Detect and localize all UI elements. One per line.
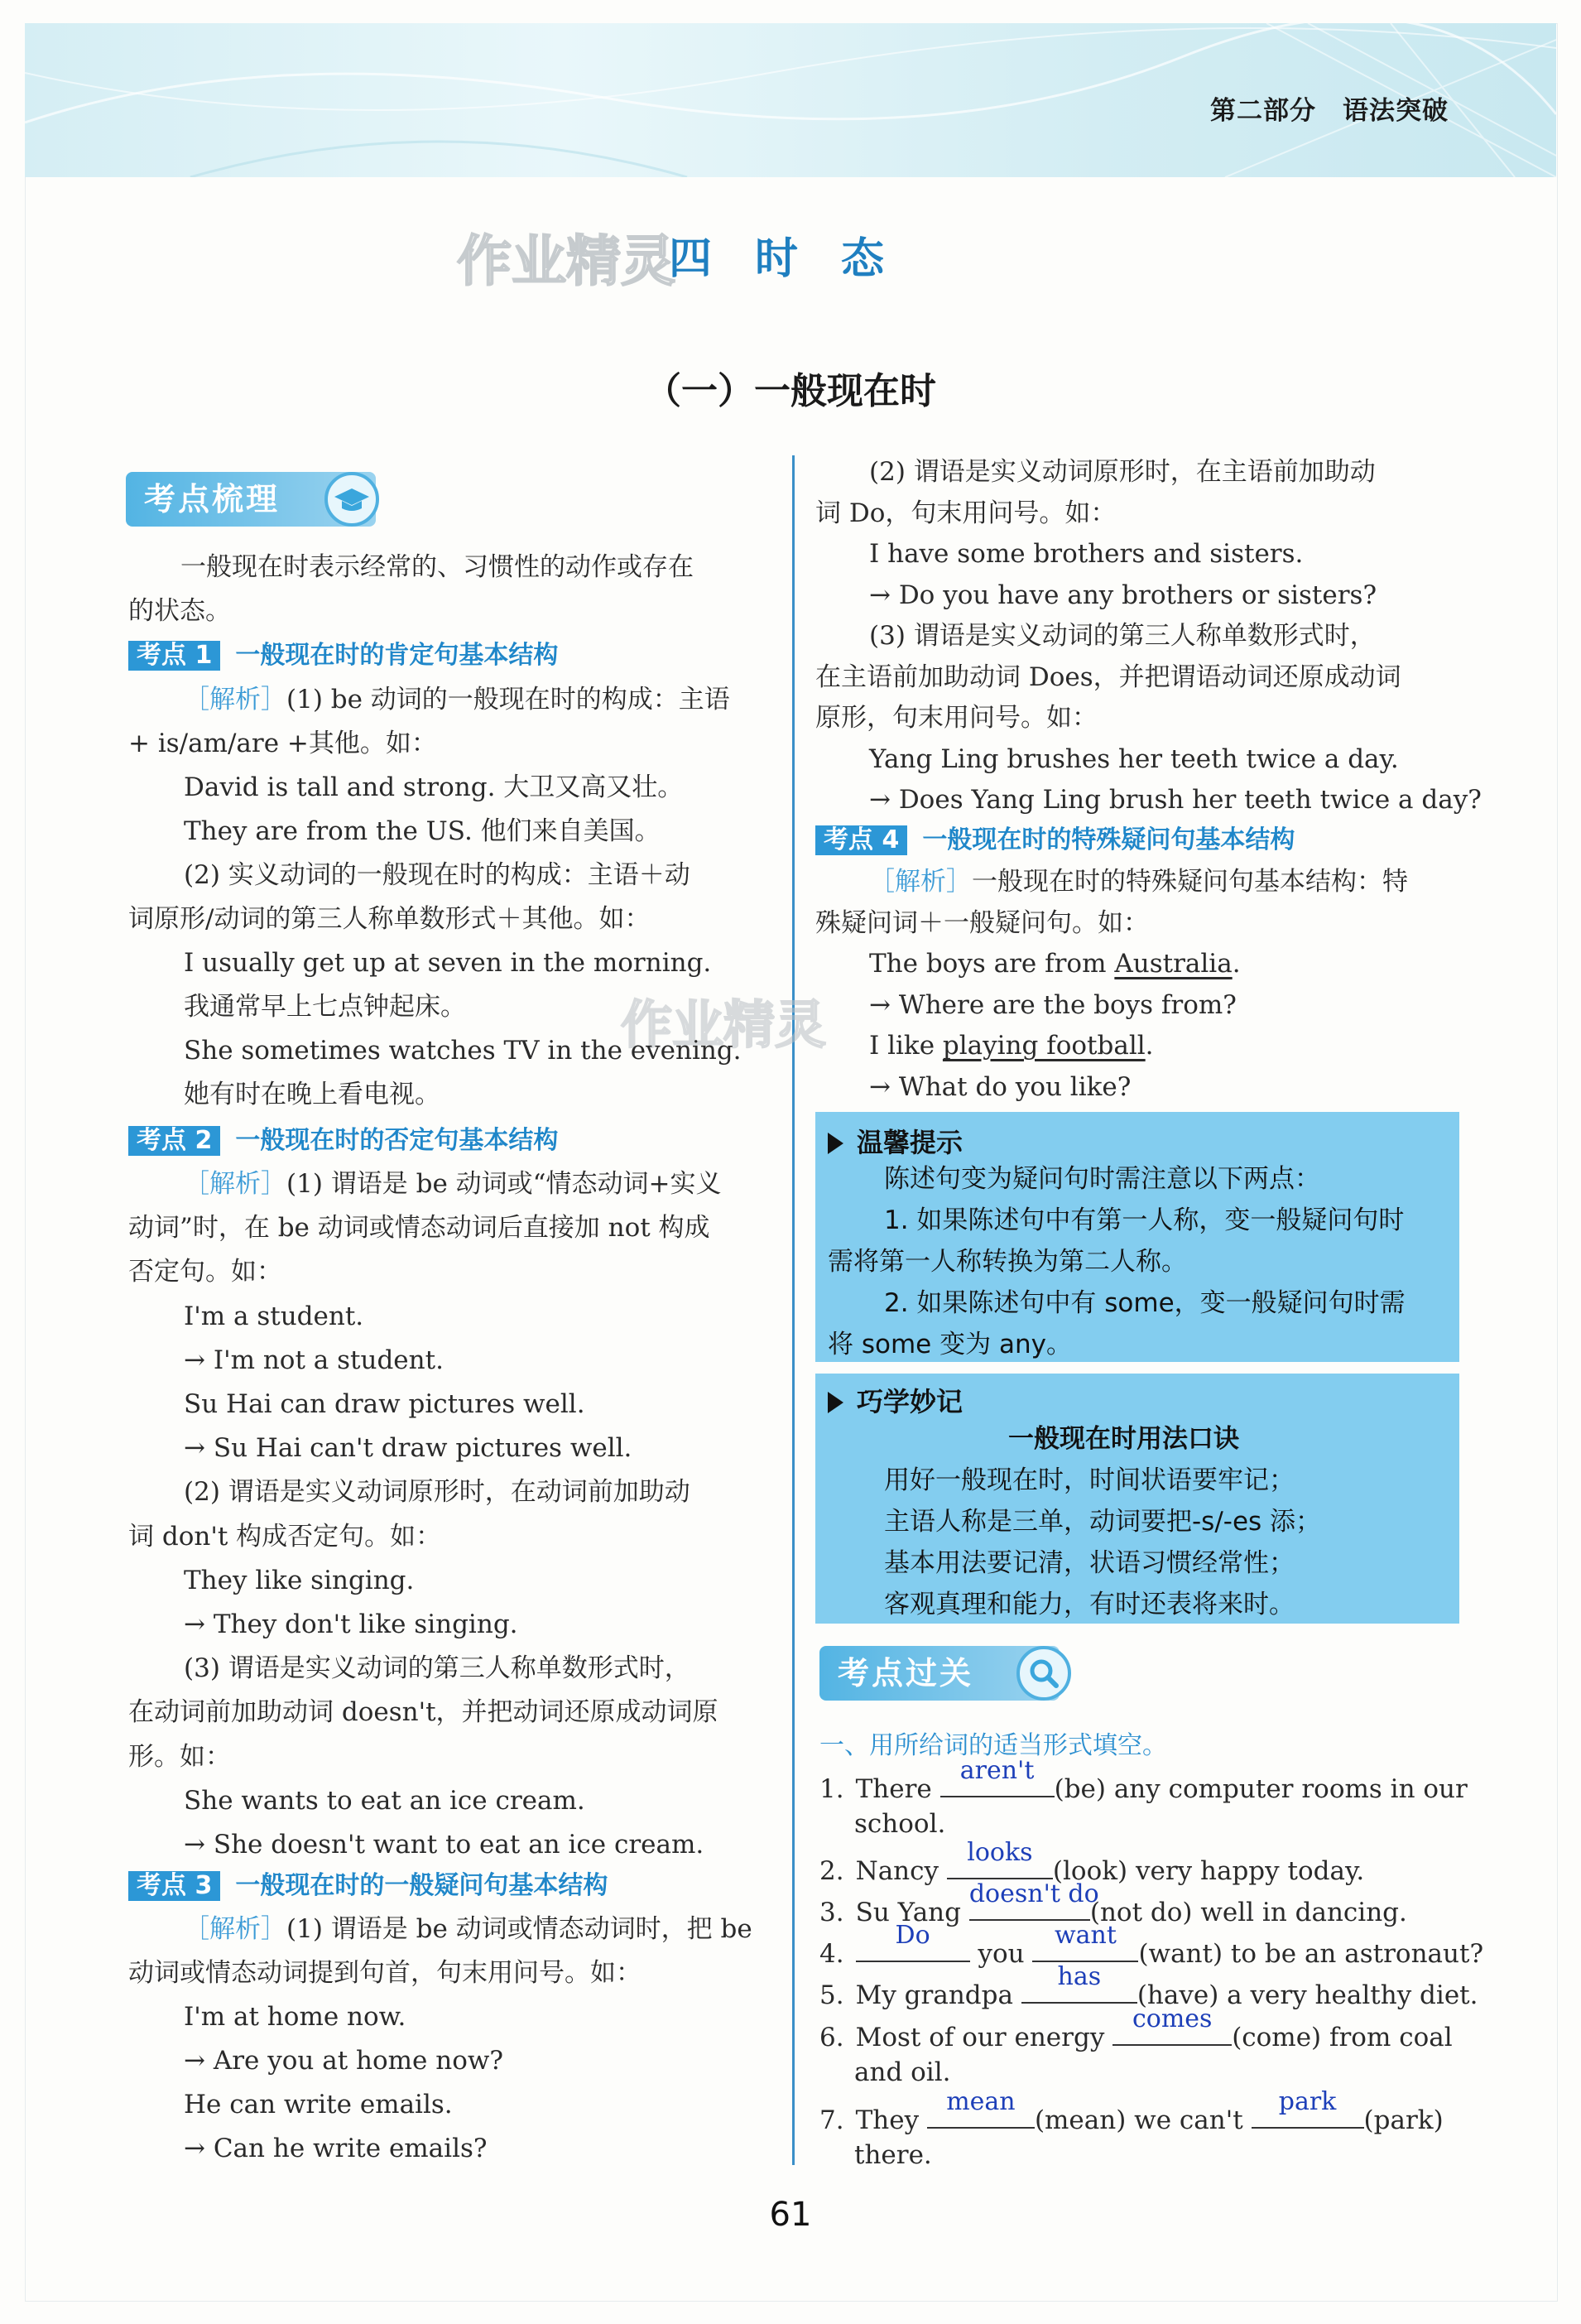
- memory-line: 客观真理和能力，有时还表将来时。: [884, 1590, 1295, 1619]
- tips-line: 陈述句变为疑问句时需注意以下两点：: [884, 1164, 1320, 1194]
- text-line: [184, 2088, 453, 2121]
- line-text: → Are you at home now?: [184, 2046, 504, 2076]
- text-line: [184, 1608, 518, 1641]
- handwritten-answer: Do: [895, 1921, 930, 1950]
- exercise-text: you: [969, 1939, 1033, 1969]
- text-line: [184, 1167, 722, 1200]
- exercise-text: (not do) well in dancing.: [1089, 1898, 1407, 1927]
- text-line: [128, 902, 650, 936]
- text-line: [869, 865, 1408, 898]
- line-text: He can write emails.: [184, 2090, 453, 2120]
- line-text: Su Hai can draw pictures well.: [184, 1389, 585, 1419]
- text-line: [184, 1652, 690, 1685]
- graduation-cap-icon: [324, 472, 379, 527]
- line-text: → Do you have any brothers or sisters?: [869, 580, 1377, 610]
- exercise-text: Most of our energy: [855, 2023, 1113, 2052]
- answer-blank[interactable]: [1032, 1921, 1138, 1962]
- kaodian-1-heading: [128, 639, 558, 672]
- line-text: (2) 实义动词的一般现在时的构成：主语＋动: [184, 860, 690, 890]
- handwritten-answer: comes: [1132, 2004, 1213, 2033]
- exercise-text: (park): [1363, 2105, 1444, 2135]
- text-line: [128, 1211, 710, 1244]
- watermark: 作业精灵: [457, 229, 675, 293]
- handwritten-answer: looks: [967, 1838, 1033, 1867]
- text-line: [869, 947, 1241, 980]
- line-text: 原形，句末用问号。如：: [815, 703, 1098, 733]
- line-text: → Where are the boys from?: [869, 989, 1237, 1020]
- exercise-number: 6.: [819, 2023, 844, 2052]
- page-header: [25, 23, 1556, 177]
- memory-title: [828, 1381, 963, 1419]
- text-line: [869, 743, 1399, 776]
- example-text: The boys are from: [869, 949, 1115, 979]
- section-tag: 第二部分 语法突破: [1210, 96, 1449, 126]
- section-badge-guoguan: 考点过关: [819, 1646, 1060, 1701]
- line-text: 在动词前加助动词 doesn't，并把动词还原成动词原: [128, 1697, 718, 1728]
- line-text: (1) be 动词的一般现在时的构成：主语: [286, 685, 730, 715]
- text-line: [184, 1344, 444, 1377]
- tips-line: 2. 如果陈述句中有 some，变一般疑问句时需: [884, 1288, 1406, 1318]
- text-line: [869, 579, 1377, 612]
- text-line: [128, 1696, 718, 1729]
- exercise-number: 5.: [819, 1980, 844, 2010]
- magnifier-icon: [1016, 1646, 1071, 1701]
- text-line: [184, 2132, 488, 2165]
- exercise-number: 1.: [819, 1774, 844, 1804]
- text-line: [184, 1034, 742, 1067]
- tips-line: 将 some 变为 any。: [828, 1330, 1072, 1359]
- text-line: [869, 1029, 1154, 1062]
- triangle-icon: [828, 1133, 843, 1154]
- text-line: [184, 1475, 690, 1508]
- example-text: .: [1145, 1031, 1154, 1061]
- kaodian-title: 一般现在时的肯定句基本结构: [235, 641, 559, 670]
- text-line: [815, 907, 1149, 940]
- line-text: → Can he write emails?: [184, 2134, 488, 2163]
- line-text: 她有时在晚上看电视。: [184, 1080, 440, 1109]
- text-line: [184, 946, 711, 979]
- line-text: → What do you like?: [869, 1071, 1132, 1102]
- kaodian-title: 一般现在时的否定句基本结构: [235, 1126, 559, 1155]
- exercise-number: 3.: [819, 1898, 844, 1927]
- line-text: (3) 谓语是实义动词的第三人称单数形式时，: [184, 1653, 690, 1684]
- exercise-text: (be) any computer rooms in our: [1054, 1774, 1468, 1804]
- exercise-text: They: [855, 2105, 927, 2135]
- exercise-number: 4.: [819, 1939, 844, 1969]
- line-text: 词 Do，句末用问号。如：: [815, 498, 1117, 528]
- section-subtitle: （一）一般现在时: [645, 370, 936, 412]
- exercise-text: (have) a very healthy diet.: [1136, 1980, 1478, 2010]
- triangle-icon: [828, 1392, 843, 1413]
- exercise-text: My grandpa: [855, 1980, 1021, 2010]
- exercise-text: Nancy: [855, 1856, 947, 1886]
- handwritten-answer: has: [1057, 1962, 1102, 1991]
- text-line: [184, 859, 690, 892]
- chapter-title: 四 时 态: [669, 234, 885, 284]
- text-line: [815, 497, 1116, 530]
- text-line: [184, 683, 730, 716]
- exercise-item: [819, 1756, 1468, 1806]
- line-text: 动词”时，在 be 动词或情态动词后直接加 not 构成: [128, 1213, 710, 1244]
- text-line: [184, 2000, 406, 2033]
- exercise-text: (look) very happy today.: [1052, 1856, 1365, 1886]
- text-line: [184, 815, 661, 848]
- text-line: [869, 989, 1237, 1022]
- exercise-continuation: and oil.: [854, 2057, 951, 2087]
- answer-blank[interactable]: [1252, 2087, 1364, 2129]
- kaodian-4-heading: [815, 824, 1295, 857]
- exercise-number: 2.: [819, 1856, 844, 1886]
- exercise-number: 7.: [819, 2105, 844, 2135]
- memory-title-text: 巧学妙记: [857, 1386, 963, 1417]
- line-text: (3) 谓语是实义动词的第三人称单数形式时，: [869, 621, 1376, 651]
- text-line: [128, 1740, 231, 1773]
- line-text: → I'm not a student.: [184, 1345, 444, 1375]
- analysis-label: ［解析］: [184, 1169, 286, 1199]
- line-text: David is tall and strong. 大卫又高又壮。: [184, 772, 684, 802]
- memory-line: 基本用法要记清，状语习惯经常性；: [884, 1548, 1295, 1578]
- text-line: [184, 771, 683, 804]
- exercise-text: (mean) we can't: [1034, 2105, 1252, 2135]
- intro-line: 一般现在时表示经常的、习惯性的动作或存在: [180, 552, 694, 582]
- handwritten-answer: aren't: [959, 1756, 1035, 1785]
- line-text: I usually get up at seven in the morning.: [184, 948, 712, 978]
- line-text: 我通常早上七点钟起床。: [184, 992, 466, 1022]
- tips-title-text: 温馨提示: [857, 1127, 963, 1158]
- memory-line: 用好一般现在时，时间状语要牢记；: [884, 1465, 1295, 1495]
- line-text: She sometimes watches TV in the evening.: [184, 1036, 742, 1066]
- answer-blank[interactable]: [927, 2087, 1035, 2129]
- text-line: [184, 990, 466, 1023]
- analysis-label: ［解析］: [184, 1914, 286, 1944]
- exercise-text: (come) from coal: [1232, 2023, 1453, 2052]
- kaodian-title: 一般现在时的特殊疑问句基本结构: [922, 825, 1295, 854]
- exercise-item: [819, 2087, 1444, 2137]
- text-line: [184, 1828, 704, 1861]
- answer-blank[interactable]: [940, 1756, 1055, 1797]
- handwritten-answer: doesn't do: [968, 1879, 1099, 1908]
- answer-blank[interactable]: [968, 1879, 1099, 1921]
- example-text: I like: [869, 1031, 943, 1061]
- exercise-continuation: school.: [854, 1809, 946, 1839]
- tips-line: 需将第一人称转换为第二人称。: [828, 1247, 1187, 1277]
- line-text: → Su Hai can't draw pictures well.: [184, 1433, 632, 1464]
- text-line: [128, 1255, 282, 1288]
- exercise-text: There: [855, 1774, 940, 1804]
- text-line: [869, 455, 1376, 488]
- line-text: They like singing.: [184, 1565, 415, 1595]
- memory-subtitle: 一般现在时用法口诀: [1008, 1424, 1239, 1454]
- exercise-text: (want) to be an astronaut?: [1138, 1939, 1484, 1969]
- text-line: [184, 1300, 363, 1333]
- line-text: + is/am/are +其他。如：: [128, 729, 437, 758]
- underlined-phrase: playing football: [942, 1031, 1146, 1061]
- line-text: I have some brothers and sisters.: [869, 539, 1304, 569]
- line-text: 词原形/动词的第三人称单数形式＋其他。如：: [128, 904, 651, 934]
- text-line: [869, 619, 1376, 652]
- text-line: [128, 1956, 642, 1990]
- underlined-phrase: Australia: [1114, 949, 1233, 979]
- kaodian-title: 一般现在时的一般疑问句基本结构: [235, 1871, 608, 1900]
- exercise-continuation: there.: [854, 2140, 932, 2170]
- answer-blank[interactable]: [947, 1838, 1053, 1879]
- text-line: [184, 1564, 414, 1597]
- text-line: [869, 537, 1303, 570]
- line-text: I'm at home now.: [184, 2002, 406, 2032]
- handwritten-answer: want: [1054, 1921, 1117, 1950]
- kaodian-tag: 考点 1: [128, 641, 220, 671]
- line-text: → She doesn't want to eat an ice cream.: [184, 1830, 704, 1860]
- line-text: (2) 谓语是实义动词原形时，在动词前加助动: [184, 1477, 690, 1508]
- handwritten-answer: mean: [946, 2087, 1016, 2116]
- text-line: [184, 1431, 632, 1465]
- text-line: [184, 1078, 440, 1111]
- text-line: [184, 2044, 503, 2077]
- example-text: .: [1232, 949, 1241, 979]
- exercise-text: Su Yang: [855, 1898, 969, 1927]
- section-badge-kaodian: 考点梳理: [126, 472, 376, 527]
- watermark: 作业精灵: [621, 994, 827, 1055]
- text-line: [184, 1913, 752, 1946]
- text-line: [128, 727, 437, 760]
- line-text: Yang Ling brushes her teeth twice a day.: [869, 743, 1399, 774]
- text-line: [184, 1784, 585, 1817]
- line-text: → They don't like singing.: [184, 1609, 518, 1639]
- analysis-label: ［解析］: [869, 867, 972, 897]
- column-divider: [792, 455, 795, 2165]
- line-text: 词 don't 构成否定句。如：: [128, 1521, 442, 1552]
- kaodian-tag: 考点 4: [815, 825, 907, 855]
- handwritten-answer: park: [1278, 2087, 1337, 2116]
- line-text: They are from the US. 他们来自美国。: [184, 816, 661, 846]
- analysis-label: ［解析］: [184, 685, 286, 715]
- line-text: 在主语前加助动词 Does，并把谓语动词还原成动词: [815, 662, 1401, 692]
- kaodian-2-heading: [128, 1124, 558, 1157]
- text-line: [869, 1071, 1131, 1104]
- line-text: She wants to eat an ice cream.: [184, 1785, 585, 1816]
- line-text: (2) 谓语是实义动词原形时，在主语前加助动: [869, 457, 1376, 487]
- line-text: I'm a student.: [184, 1301, 364, 1331]
- line-text: (1) 谓语是 be 动词或“情态动词+实义: [286, 1169, 722, 1199]
- tips-line: 1. 如果陈述句中有第一人称，变一般疑问句时: [884, 1205, 1405, 1235]
- text-line: [815, 701, 1098, 734]
- tips-title: [828, 1122, 963, 1160]
- kaodian-tag: 考点 3: [128, 1871, 220, 1901]
- intro-line: 的状态。: [128, 596, 231, 626]
- kaodian-3-heading: [128, 1869, 608, 1903]
- text-line: [869, 783, 1482, 816]
- line-text: 动词或情态动词提到句首，句末用问号。如：: [128, 1958, 642, 1988]
- memory-line: 主语人称是三单，动词要把-s/-es 添；: [884, 1507, 1322, 1537]
- line-text: 否定句。如：: [128, 1257, 282, 1287]
- text-line: [184, 1388, 585, 1421]
- text-line: [815, 661, 1401, 694]
- line-text: → Does Yang Ling brush her teeth twice a day?: [869, 785, 1482, 815]
- line-text: 殊疑问词＋一般疑问句。如：: [815, 907, 1149, 938]
- line-text: (1) 谓语是 be 动词或情态动词时，把 be: [286, 1914, 752, 1944]
- exercise-instruction: 一、用所给词的适当形式填空。: [819, 1731, 1167, 1760]
- text-line: [128, 1520, 441, 1553]
- page-number: 61: [769, 2196, 812, 2234]
- answer-blank[interactable]: [856, 1921, 970, 1962]
- exercise-item: [819, 2004, 1453, 2054]
- answer-blank[interactable]: [1112, 2004, 1232, 2046]
- line-text: 形。如：: [128, 1741, 231, 1772]
- line-text: 一般现在时的特殊疑问句基本结构：特: [972, 867, 1408, 897]
- exercise-item: [819, 1921, 1484, 1970]
- kaodian-tag: 考点 2: [128, 1126, 220, 1156]
- answer-blank[interactable]: [1021, 1962, 1137, 2004]
